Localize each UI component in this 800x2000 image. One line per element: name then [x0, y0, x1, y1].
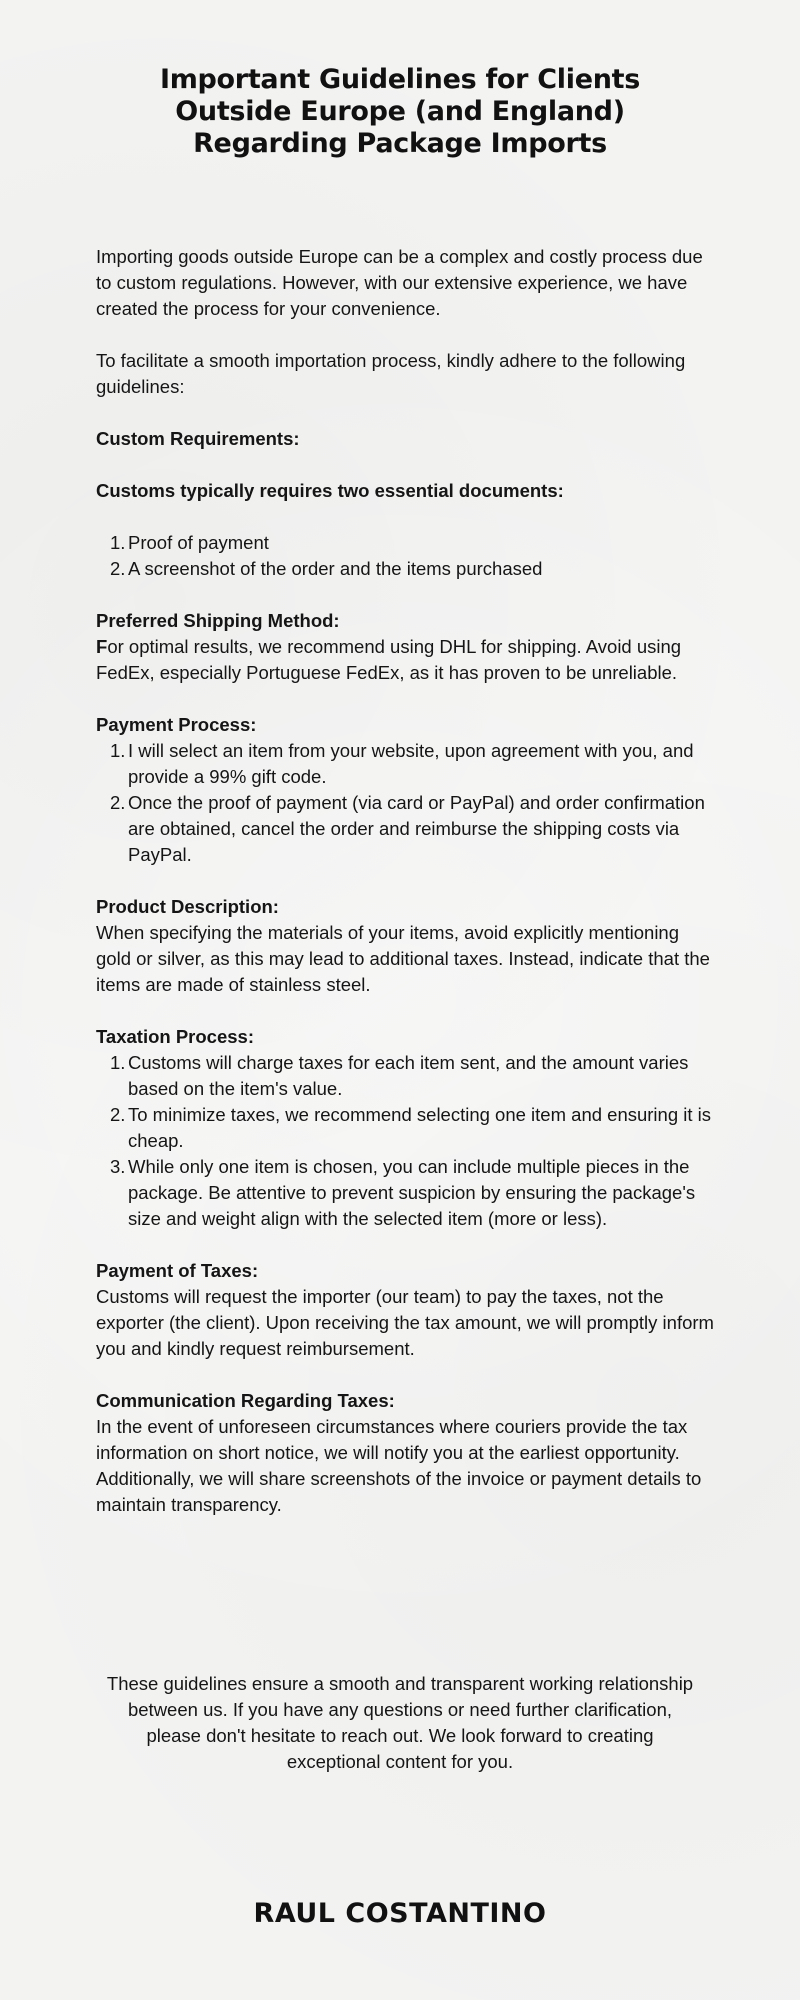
taxation-heading: Taxation Process:	[96, 1026, 254, 1047]
list-item-text: While only one item is chosen, you can include multiple pieces in the package. Be attentive to prevent suspicion by ensuring the package's size and weight align with the selected item (more or less).	[128, 1156, 696, 1229]
document-title	[100, 64, 700, 160]
list-item	[96, 1050, 716, 1102]
intro-guidelines-paragraph: To facilitate a smooth importation process, kindly adhere to the following guidelines:	[96, 350, 686, 397]
closing-paragraph: These guidelines ensure a smooth and transparent working relationship between us. If you have any questions or need further clarification, please don't hesitate to reach out. We look forward to creating exceptional content for you.	[106, 1672, 694, 1772]
list-item-text: Once the proof of payment (via card or PayPal) and order confirmation are obtained, cancel the order and reimburse the shipping costs via PayPal.	[128, 792, 705, 865]
list-number: 3.	[110, 1156, 126, 1177]
list-item-text: To minimize taxes, we recommend selecting one item and ensuring it is cheap.	[128, 1104, 712, 1151]
intro-paragraph: Importing goods outside Europe can be a complex and costly process due to custom regulations. However, with our extensive experience, we have created the process for your convenience.	[96, 246, 703, 319]
list-number: 1.	[110, 1052, 126, 1073]
shipping-first-letter: F	[96, 636, 108, 657]
payment-process-heading: Payment Process:	[96, 714, 257, 735]
list-item-text: Proof of payment	[128, 532, 269, 553]
custom-requirements-list	[96, 530, 716, 582]
list-item	[96, 738, 716, 790]
shipping-text: or optimal results, we recommend using DHL for shipping. Avoid using FedEx, especially Portuguese FedEx, as it has proven to be unreliable.	[96, 636, 682, 683]
list-item-text: Customs will charge taxes for each item sent, and the amount varies based on the item's value.	[128, 1052, 689, 1099]
list-number: 1.	[110, 740, 126, 761]
title-line: Regarding Package Imports	[193, 128, 607, 159]
product-description-text: When specifying the materials of your items, avoid explicitly mentioning gold or silver, as this may lead to additional taxes. Instead, indicate that the items are made of stainless steel.	[96, 922, 710, 995]
product-description-heading: Product Description:	[96, 896, 279, 917]
list-item	[96, 556, 716, 582]
shipping-heading: Preferred Shipping Method:	[96, 610, 340, 631]
list-item-text: I will select an item from your website, upon agreement with you, and provide a 99% gift code.	[128, 740, 694, 787]
custom-requirements-heading: Custom Requirements:	[96, 428, 300, 449]
payment-of-taxes-text: Customs will request the importer (our team) to pay the taxes, not the exporter (the client). Upon receiving the tax amount, we will promptly inform you and kindly request reimbursement.	[96, 1286, 714, 1359]
list-number: 2.	[110, 1104, 126, 1125]
taxation-list	[96, 1050, 716, 1232]
title-line: Outside Europe (and England)	[175, 96, 625, 127]
title-line: Important Guidelines for Clients	[159, 64, 641, 95]
communication-text: In the event of unforeseen circumstances where couriers provide the tax information on short notice, we will notify you at the earliest opportunity. Additionally, we will share screenshots of the invoice or payment details to maintain transparency.	[96, 1416, 702, 1515]
list-item	[96, 1102, 716, 1154]
list-number: 2.	[110, 558, 126, 579]
shipping-paragraph	[96, 634, 716, 686]
list-number: 2.	[110, 792, 126, 813]
list-item	[96, 1154, 716, 1232]
list-number: 1.	[110, 532, 126, 553]
communication-heading: Communication Regarding Taxes:	[96, 1390, 395, 1411]
list-item	[96, 530, 716, 556]
signature: RAUL COSTANTINO	[253, 1898, 547, 1929]
custom-requirements-subheading: Customs typically requires two essential documents:	[96, 480, 564, 501]
list-item-text: A screenshot of the order and the items purchased	[128, 558, 543, 579]
document-body	[96, 244, 716, 1518]
payment-of-taxes-heading: Payment of Taxes:	[96, 1260, 259, 1281]
list-item	[96, 790, 716, 868]
payment-process-list	[96, 738, 716, 868]
